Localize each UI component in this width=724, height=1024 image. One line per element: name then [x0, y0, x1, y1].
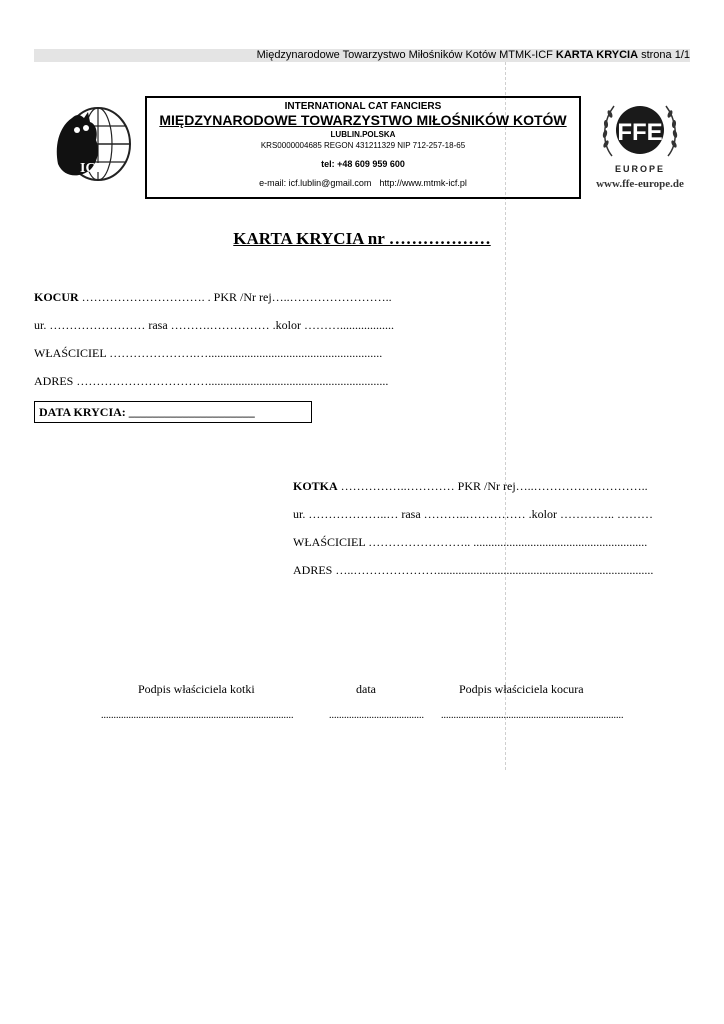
- header-doc-name: KARTA KRYCIA: [555, 49, 639, 61]
- header-text: Międzynarodowe Towarzystwo Miłośników Kotów MTMK-ICF: [256, 49, 556, 61]
- kocur-label: KOCUR: [34, 290, 79, 304]
- org-website: http://www.mtmk-icf.pl: [379, 178, 467, 188]
- signature-line-date[interactable]: ......................................: [329, 710, 424, 721]
- kotka-line-1: [293, 479, 648, 494]
- icf-logo: [50, 104, 136, 184]
- kotka-address-field[interactable]: ADRES …..…………………........................................................................: [293, 563, 654, 577]
- header-page-number: strona 1/1: [638, 49, 690, 61]
- ffe-logo-text: FFE: [617, 119, 663, 146]
- kocur-line-2[interactable]: ur. …………………… rasa ……….…………… .kolor ………..................: [34, 318, 394, 332]
- kocur-address-field[interactable]: ADRES ……………………………............................................................: [34, 374, 389, 388]
- signature-line-kotka-owner[interactable]: .............................................................................: [101, 710, 294, 721]
- kotka-name-field[interactable]: ……………..………… PKR /Nr rej…..………………………..: [337, 479, 648, 493]
- org-registry: KRS0000004685 REGON 431211329 NIP 712-257-18-65: [260, 141, 466, 150]
- kocur-name-field[interactable]: …………………………. . PKR /Nr rej…..……………………..: [78, 290, 392, 304]
- ffe-logo: [594, 94, 686, 192]
- org-contact: [147, 178, 579, 188]
- mating-date-box[interactable]: [34, 401, 312, 423]
- mating-date-label: DATA KRYCIA: _____________________: [39, 405, 255, 419]
- org-phone: tel: +48 609 959 600: [321, 159, 405, 169]
- ffe-region-text: EUROPE: [614, 164, 666, 174]
- org-name-pl: MIĘDZYNARODOWE TOWARZYSTWO MIŁOŚNIKÓW KOTÓW: [159, 112, 567, 128]
- icf-logo-text: ICF: [80, 161, 105, 176]
- kotka-owner-field[interactable]: WŁAŚCICIEL …………………….. ..........................................................: [293, 535, 648, 549]
- signature-label-kotka-owner: Podpis właściciela kotki: [138, 682, 255, 696]
- org-name-en: INTERNATIONAL CAT FANCIERS: [284, 101, 442, 112]
- org-city: LUBLIN.POLSKA: [330, 130, 396, 139]
- kotka-label: KOTKA: [293, 479, 338, 493]
- kocur-owner-field[interactable]: WŁAŚCICIEL ………………….…..........................................................: [34, 346, 383, 360]
- kotka-line-2[interactable]: ur. ………………..… rasa ………..…………… .kolor ………….. ………: [293, 507, 653, 521]
- signature-line-kocur-owner[interactable]: .........................................................................: [441, 710, 624, 721]
- ffe-url-text: www.ffe-europe.de: [596, 178, 684, 190]
- document-title: KARTA KRYCIA nr ………………: [233, 229, 491, 248]
- signature-label-date: data: [356, 682, 376, 696]
- page-header: [257, 48, 690, 62]
- organization-box: [145, 96, 581, 199]
- signature-label-kocur-owner: Podpis właściciela kocura: [459, 682, 584, 696]
- kocur-line-1: [34, 290, 392, 305]
- org-email: e-mail: icf.lublin@gmail.com: [259, 178, 372, 188]
